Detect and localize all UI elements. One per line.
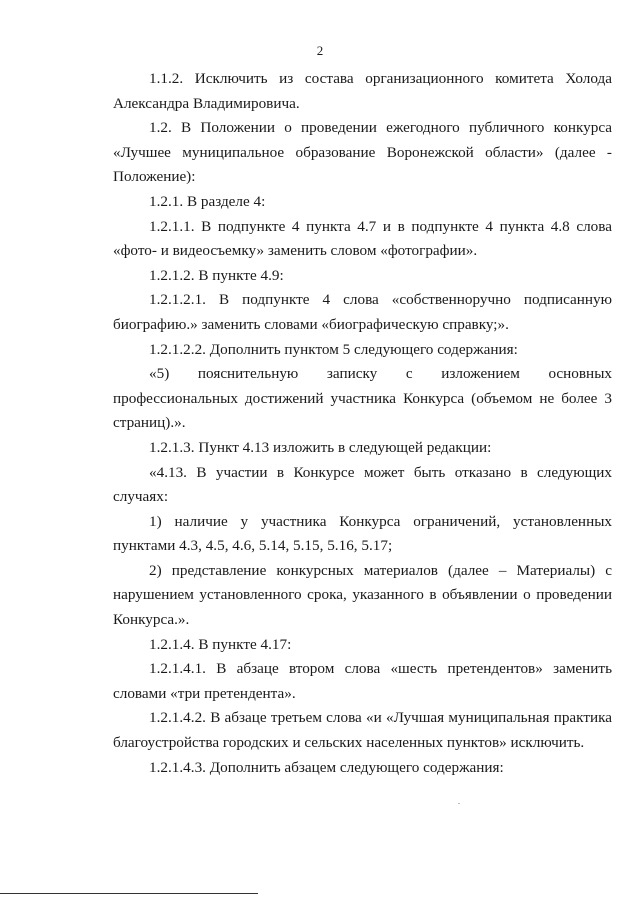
paragraph-1-2-1-4-2: 1.2.1.4.2. В абзаце третьем слова «и «Лучшая муниципальная практика благоустройства городских и сельских населенных пунктов» исключить. bbox=[113, 709, 612, 752]
paragraph-1-2: 1.2. В Положении о проведении ежегодного публичного конкурса «Лучшее муниципальное образование Воронежской области» (далее - Положение): bbox=[113, 119, 612, 186]
paragraph-1-2-1-3: 1.2.1.3. Пункт 4.13 изложить в следующей редакции: bbox=[149, 438, 492, 456]
footer-rule bbox=[0, 893, 258, 894]
scan-speck bbox=[458, 803, 460, 804]
page-number: 2 bbox=[316, 43, 324, 58]
paragraph-item-1: 1) наличие у участника Конкурса ограничений, установленных пунктами 4.3, 4.5, 4.6, 5.14, 5.15, 5.16, 5.17; bbox=[113, 512, 612, 555]
paragraph-quote-5: «5) пояснительную записку с изложением основных профессиональных достижений участника Конкурса (объемом не более 3 страниц).». bbox=[113, 365, 612, 432]
paragraph-1-1-2: 1.1.2. Исключить из состава организационного комитета Холода Александра Владимировича. bbox=[113, 70, 612, 112]
paragraph-1-2-1-2-2: 1.2.1.2.2. Дополнить пунктом 5 следующего содержания: bbox=[149, 340, 518, 358]
paragraph-quote-4-13: «4.13. В участии в Конкурсе может быть отказано в следующих случаях: bbox=[113, 463, 612, 506]
paragraph-1-2-1-1: 1.2.1.1. В подпункте 4 пункта 4.7 и в подпункте 4 пункта 4.8 слова «фото- и видеосъемку» заменить словом «фотографии». bbox=[113, 217, 612, 260]
paragraph-1-2-1: 1.2.1. В разделе 4: bbox=[149, 192, 266, 210]
document-body bbox=[113, 67, 612, 780]
paragraph-1-2-1-2-1: 1.2.1.2.1. В подпункте 4 слова «собственноручно подписанную биографию.» заменить словами «биографическую справку;». bbox=[113, 291, 612, 333]
paragraph-item-2: 2) представление конкурсных материалов (далее – Материалы) с нарушением установленного срока, указанного в объявлении о проведении Конкурса.». bbox=[113, 561, 612, 629]
paragraph-1-2-1-4: 1.2.1.4. В пункте 4.17: bbox=[149, 635, 292, 653]
paragraph-1-2-1-2: 1.2.1.2. В пункте 4.9: bbox=[149, 266, 284, 284]
paragraph-1-2-1-4-1: 1.2.1.4.1. В абзаце втором слова «шесть претендентов» заменить словами «три претендента». bbox=[113, 660, 612, 702]
paragraph-1-2-1-4-3: 1.2.1.4.3. Дополнить абзацем следующего содержания: bbox=[149, 758, 504, 776]
